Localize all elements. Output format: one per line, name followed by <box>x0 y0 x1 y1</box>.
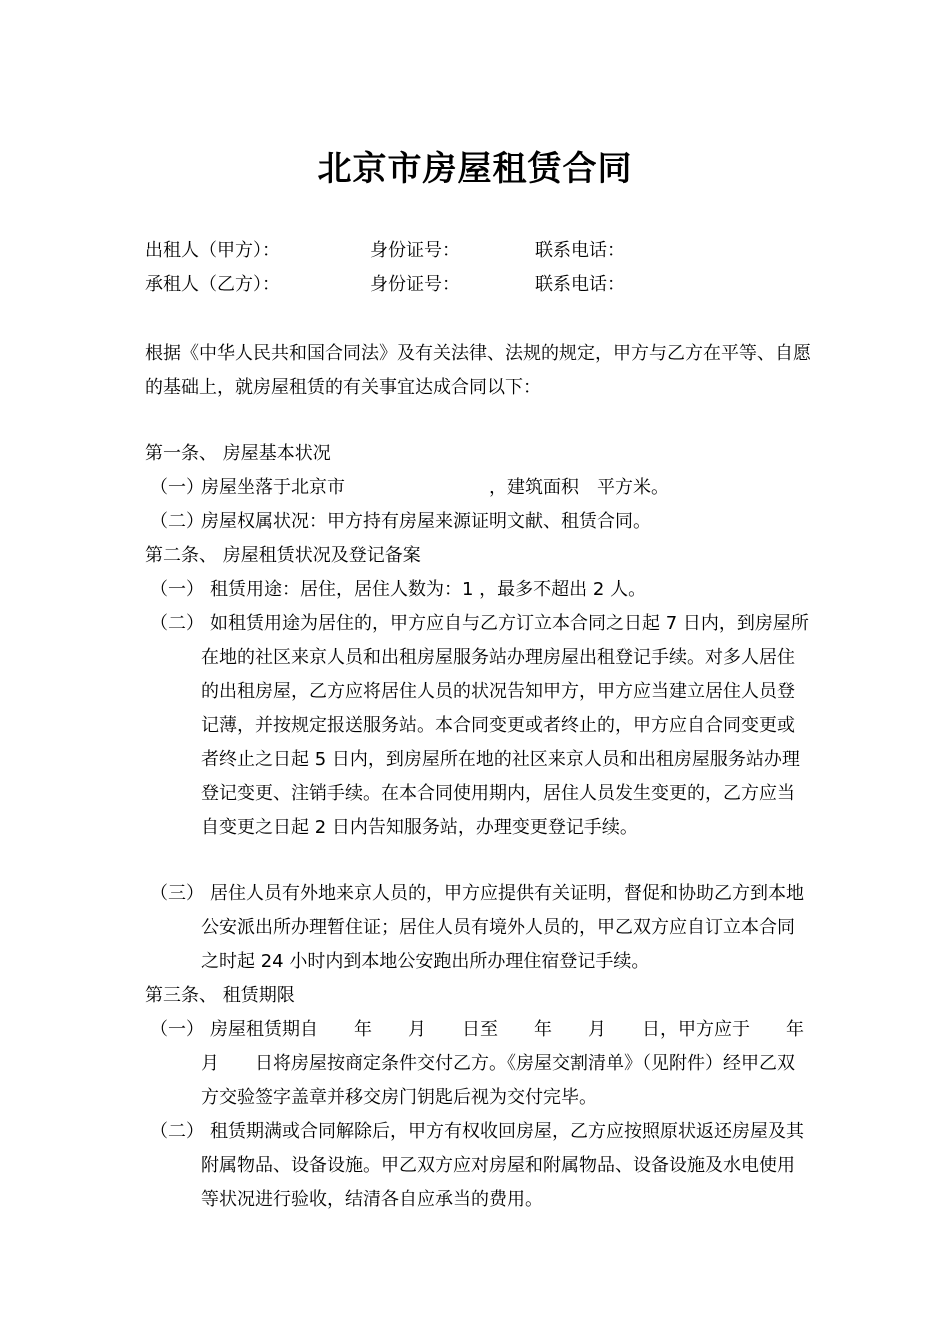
article-3-item-1-text: 房屋租赁期自 年 月 日至 年 月 日，甲方应于 年 月 日将房屋按商定条件交付乙方。《房屋交割清单》（见附件）经甲乙双方交验签字盖章并移交房门钥匙后视为交付完毕。 <box>201 1019 840 1108</box>
article-2-heading: 第二条、 房屋租赁状况及登记备案 <box>145 545 421 566</box>
intro-paragraph: 根据《中华人民共和国合同法》及有关法律、法规的规定，甲方与乙方在平等、自愿的基础上，就房屋租赁的有关事宜达成合同以下： <box>145 343 811 398</box>
lessee-id-label: 身份证号： <box>370 274 460 295</box>
article-2-item-3-marker: （三） <box>150 883 204 904</box>
article-2-item-3-text: 居住人员有外地来京人员的，甲方应提供有关证明，督促和协助乙方到本地公安派出所办理暂住证；居住人员有境外人员的，甲乙双方应自订立本合同之时起 24 小时内到本地公安跑出所办理住宿登记手续。 <box>201 883 804 972</box>
lessee-phone-label: 联系电话： <box>535 274 625 295</box>
article-1-item-1-text: 房屋坐落于北京市 ，建筑面积 平方米。 <box>201 477 669 498</box>
article-2-item-1-text: 租赁用途：居住，居住人数为：1 ，最多不超出 2 人。 <box>210 579 647 600</box>
article-1-item-2-text: 房屋权属状况：甲方持有房屋来源证明文献、租赁合同。 <box>201 511 651 532</box>
article-2-item-2-text: 如租赁用途为居住的，甲方应自与乙方订立本合同之日起 7 日内，到房屋所在地的社区来京人员和出租房屋服务站办理房屋出租登记手续。对多人居住的出租房屋，乙方应将居住人员的状况告知甲方，甲方应当建立居住人员登记薄，并按规定报送服务站。本合同变更或者终止的，甲方应自合同变更或者终止之日起 5 日内，到房屋所在地的社区来京人员和出租房屋服务站办理登记变更、注销手续。在本合同使用期内，居住人员发生变更的，乙方应当自变更之日起 2 日内告知服务站，办理变更登记手续。 <box>201 613 809 838</box>
lessor-phone-label: 联系电话： <box>535 240 625 261</box>
lessor-label: 出租人（甲方）： <box>145 240 280 261</box>
article-1-heading: 第一条、 房屋基本状况 <box>145 443 331 464</box>
article-2-item-2-marker: （二） <box>150 613 204 634</box>
article-1-item-2-marker: （二） <box>150 511 204 532</box>
article-3-heading: 第三条、 租赁期限 <box>145 985 295 1006</box>
document-title: 北京市房屋租赁合同 <box>317 149 633 189</box>
lessor-id-label: 身份证号： <box>370 240 460 261</box>
lessee-label: 承租人（乙方）： <box>145 274 280 295</box>
article-2-item-1-marker: （一） <box>150 579 204 600</box>
article-3-item-1-marker: （一） <box>150 1019 204 1040</box>
article-3-item-2-text: 租赁期满或合同解除后，甲方有权收回房屋，乙方应按照原状返还房屋及其附属物品、设备设施。甲乙双方应对房屋和附属物品、设备设施及水电使用等状况进行验收，结清各自应承当的费用。 <box>201 1121 804 1210</box>
article-1-item-1-marker: （一） <box>150 477 204 498</box>
article-3-item-2-marker: （二） <box>150 1121 204 1142</box>
